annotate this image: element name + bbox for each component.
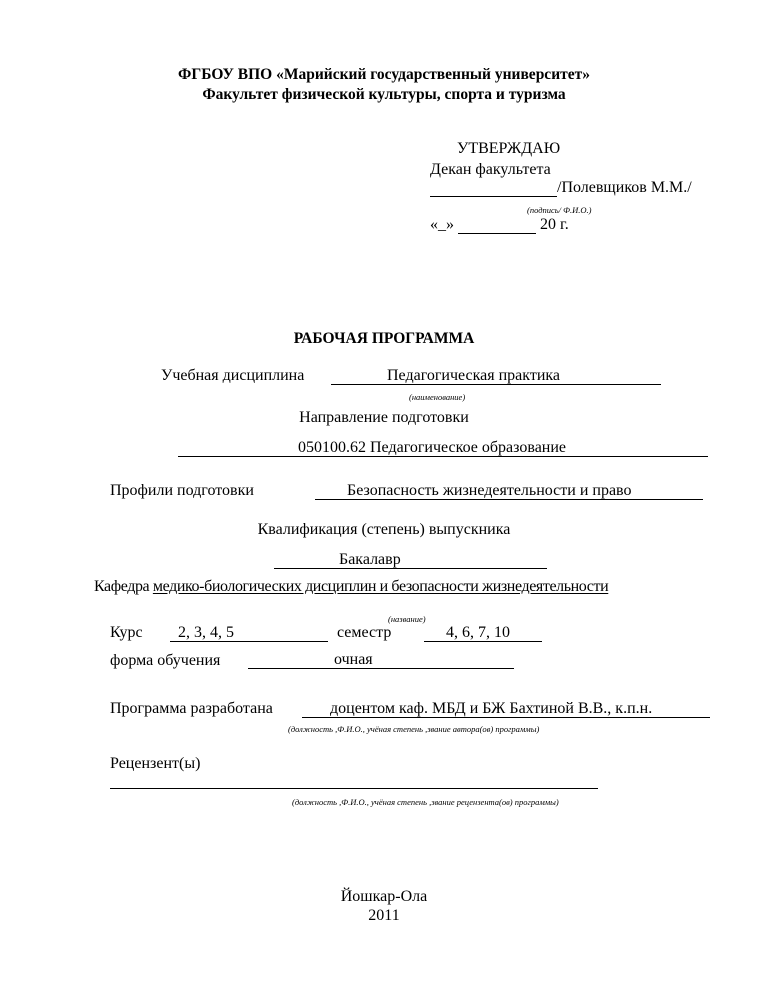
discipline-value: Педагогическая практика [387,367,561,384]
developer-value: доцентом каф. МБД и БЖ Бахтиной В.В., к.п.н. [330,700,653,717]
study-form-label: форма обучения [110,652,221,669]
footer-city: Йошкар-Ола [340,888,428,905]
course-label: Курс [110,624,143,641]
date-blank [458,219,536,234]
developer-label: Программа разработана [110,700,273,717]
department-row [94,578,608,596]
signature-caption: (подпись/ Ф.И.О.) [527,205,592,215]
reviewer-label: Рецензент(ы) [110,755,201,772]
footer-year: 2011 [368,907,400,924]
discipline-label: Учебная дисциплина [161,367,305,384]
semester-value: 4, 6, 7, 10 [446,624,510,641]
signature-blank [430,180,557,197]
qualification-label: Квалификация (степень) выпускника [257,521,511,538]
discipline-caption: (наименование) [409,392,466,402]
developer-caption: (должность ,Ф.И.О., учёная степень ,звание автора(ов) программы) [288,724,540,734]
date-suffix: 20 г. [540,216,569,233]
approval-position: Декан факультета [430,161,551,178]
semester-label: семестр [337,624,392,641]
profiles-value: Безопасность жизнедеятельности и право [347,482,632,499]
profiles-label: Профили подготовки [110,482,254,499]
date-prefix: «_» [430,216,454,233]
approval-heading: УТВЕРЖДАЮ [457,140,561,157]
approval-signature-name: /Полевщиков М.М./ [557,179,692,196]
university-name: ФГБОУ ВПО «Марийский государственный университет» [178,66,590,83]
study-form-value: очная [334,651,373,668]
reviewer-underline [110,788,598,789]
department-caption: (название) [388,614,426,624]
department-value: медико-биологических дисциплин и безопасности жизнедеятельности [152,578,609,595]
direction-value: 050100.62 Педагогическое образование [298,439,567,456]
course-value: 2, 3, 4, 5 [178,624,234,641]
qualification-value: Бакалавр [339,551,401,568]
approval-date-row [430,216,569,234]
document-title: РАБОЧАЯ ПРОГРАММА [293,330,475,347]
faculty-name: Факультет физической культуры, спорта и туризма [202,86,566,103]
approval-signature-row [430,179,692,197]
department-label: Кафедра [94,578,150,595]
qualification-underline [274,568,547,569]
direction-label: Направление подготовки [299,409,469,426]
reviewer-caption: (должность ,Ф.И.О., учёная степень ,звание рецензента(ов) программы) [292,797,559,807]
study-form-underline [248,668,514,669]
